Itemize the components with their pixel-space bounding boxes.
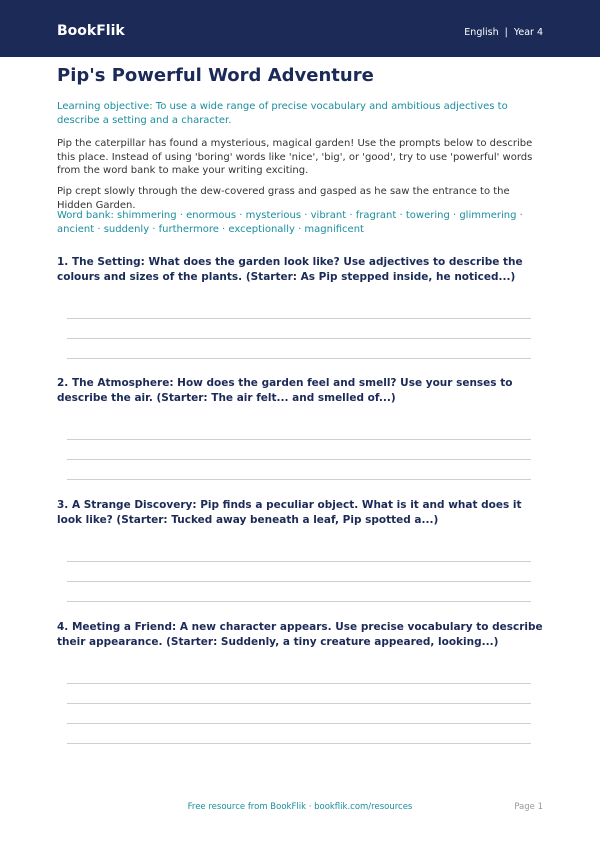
answer-line-q2-1[interactable] <box>67 439 531 440</box>
story-paragraph: Pip crept slowly through the dew-covered grass and gasped as he saw the entrance to the Hidden Garden. <box>57 186 510 211</box>
subject-name: English <box>464 27 499 38</box>
answer-line-q3-1[interactable] <box>67 561 531 562</box>
year-group: Year 4 <box>513 27 543 38</box>
page-number: Page 1 <box>514 802 543 812</box>
answer-line-q4-4[interactable] <box>67 743 531 744</box>
answer-line-q1-1[interactable] <box>67 318 531 319</box>
word-bank: Word bank: shimmering · enormous · mysterious · vibrant · fragrant · towering · glimmering · ancient · suddenly · furthermore · exceptionally · magnificent <box>57 210 523 235</box>
answer-line-q1-2[interactable] <box>67 338 531 339</box>
answer-line-q3-2[interactable] <box>67 581 531 582</box>
page-title: Pip's Powerful Word Adventure <box>57 65 374 86</box>
intro-paragraph: Pip the caterpillar has found a mysterious, magical garden! Use the prompts below to describe this place. Instead of using 'boring' words like 'nice', 'big', or 'good', try to use 'powerful' words from the word bank to make your writing exciting. <box>57 138 533 176</box>
brand-logo: BookFlik <box>57 23 125 39</box>
question-1: 1. The Setting: What does the garden look like? Use adjectives to describe the colours and sizes of the plants. (Starter: As Pip stepped inside, he noticed...) <box>57 256 523 283</box>
footer-source: Free resource from BookFlik · bookflik.com/resources <box>187 802 413 812</box>
learning-objective: Learning objective: To use a wide range of precise vocabulary and ambitious adjectives to describe a setting and a character. <box>57 101 508 126</box>
question-2: 2. The Atmosphere: How does the garden feel and smell? Use your senses to describe the air. (Starter: The air felt... and smelled of...) <box>57 377 513 404</box>
header-bar <box>0 0 600 57</box>
answer-line-q2-2[interactable] <box>67 459 531 460</box>
question-3: 3. A Strange Discovery: Pip finds a peculiar object. What is it and what does it look like? (Starter: Tucked away beneath a leaf, Pip spotted a...) <box>57 499 522 526</box>
subject-separator: | <box>504 27 508 38</box>
subject-label <box>464 27 543 38</box>
answer-line-q4-3[interactable] <box>67 723 531 724</box>
answer-line-q4-1[interactable] <box>67 683 531 684</box>
answer-line-q4-2[interactable] <box>67 703 531 704</box>
answer-line-q3-3[interactable] <box>67 601 531 602</box>
answer-line-q2-3[interactable] <box>67 479 531 480</box>
answer-line-q1-3[interactable] <box>67 358 531 359</box>
question-4: 4. Meeting a Friend: A new character appears. Use precise vocabulary to describe their appearance. (Starter: Suddenly, a tiny creature appeared, looking...) <box>57 621 543 648</box>
